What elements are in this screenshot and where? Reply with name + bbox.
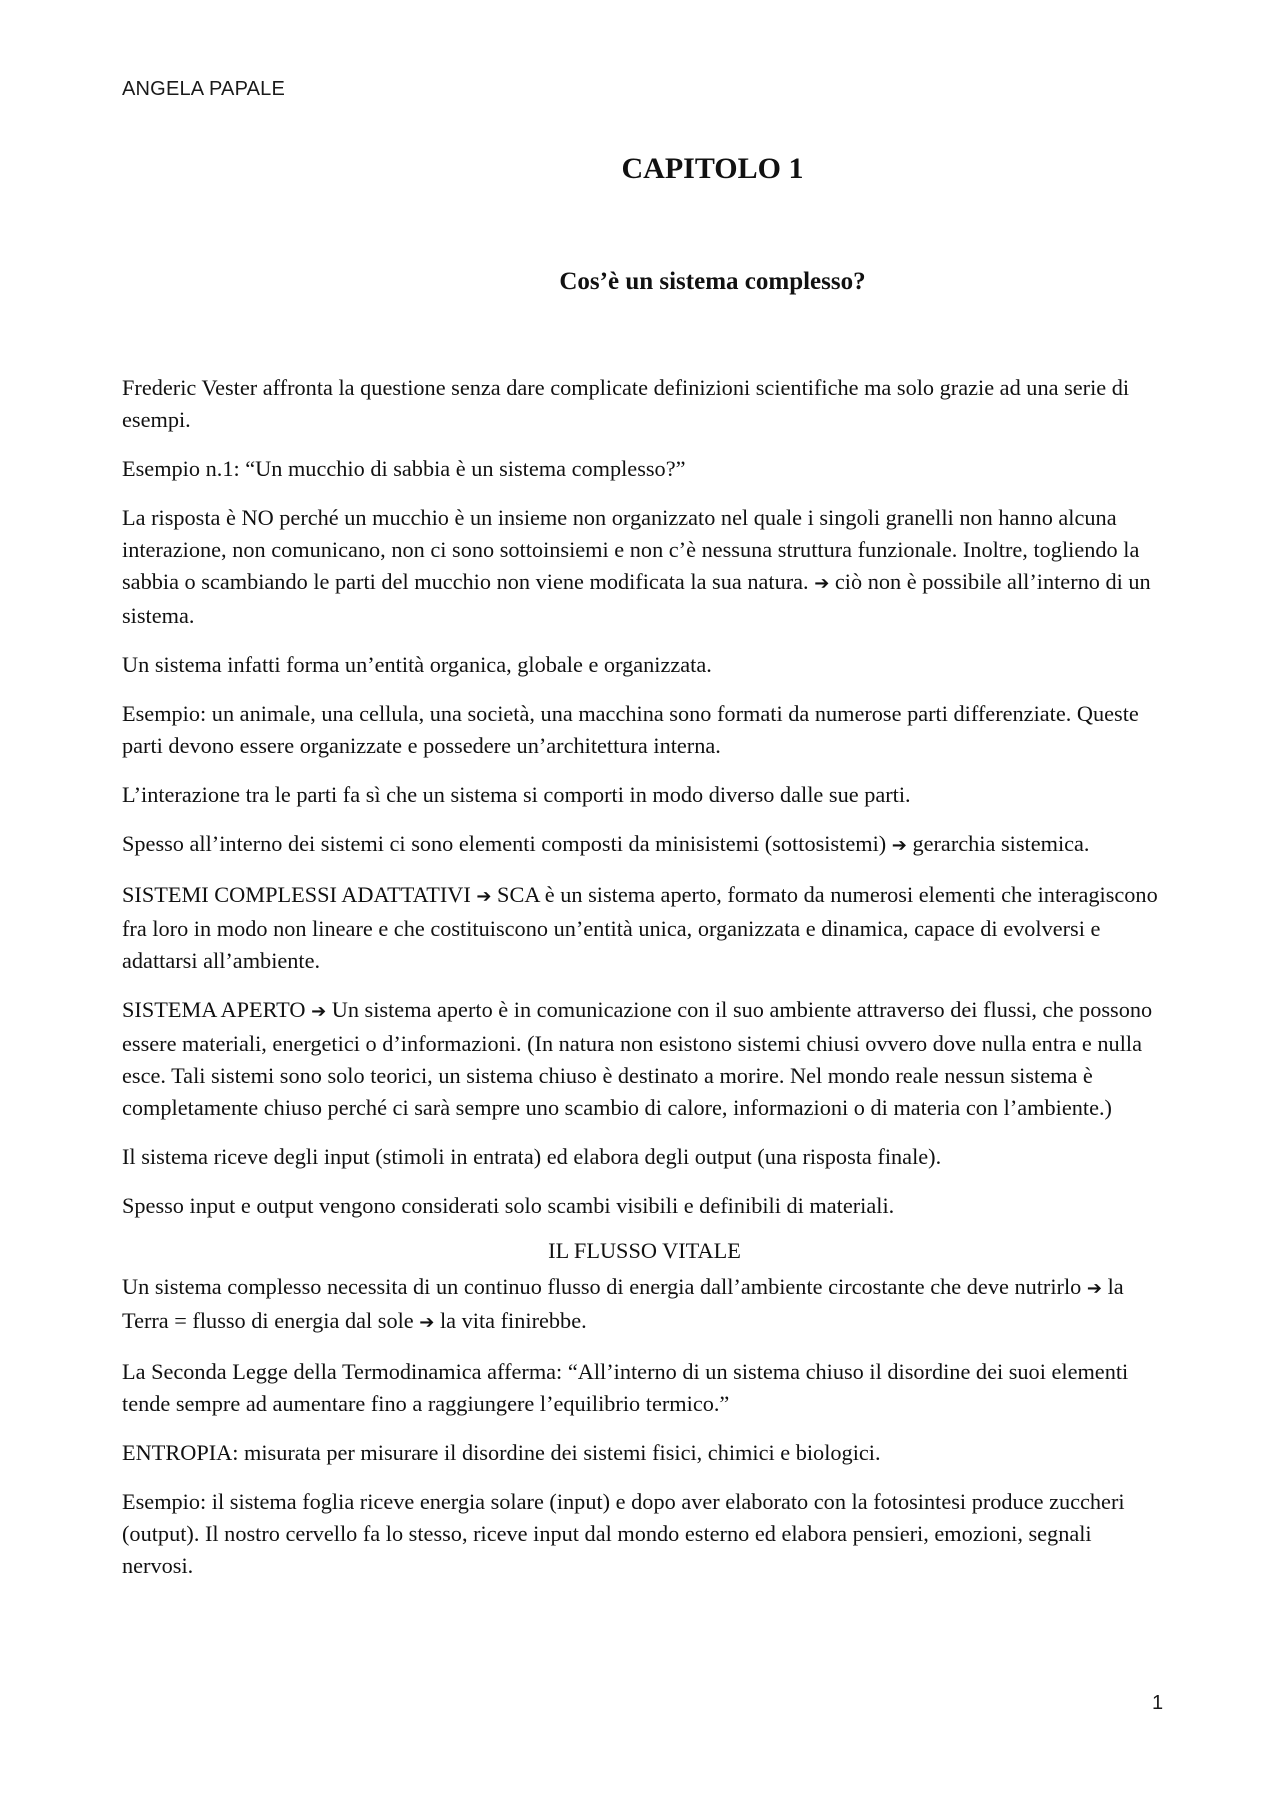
paragraph-text: ciò non è possibile all’interno di un sistema. (122, 569, 1151, 628)
paragraph-term: SISTEMI COMPLESSI ADATTATIVI (122, 882, 471, 907)
paragraph-leaf-example: Esempio: il sistema foglia riceve energia solare (input) e dopo aver elaborato con la fotosintesi produce zuccheri (output). Il nostro cervello fa lo stesso, riceve input dal mondo esterno ed elabora pensieri, emozioni, segnali nervosi. (122, 1489, 1125, 1578)
section-title: Cos’è un sistema complesso? (559, 268, 866, 295)
page-number: 1 (1152, 1692, 1164, 1714)
paragraph-example-animal: Esempio: un animale, una cellula, una società, una macchina sono formati da numerose parti differenziate. Queste parti devono essere organizzate e possedere un’architettura interna. (122, 701, 1139, 758)
paragraph-sand-answer (122, 502, 1167, 632)
paragraph-text: la vita finirebbe. (439, 1308, 587, 1333)
heading-flusso-vitale: IL FLUSSO VITALE (548, 1238, 741, 1263)
arrow-right-icon: ➔ (419, 1312, 435, 1333)
paragraph-example-1: Esempio n.1: “Un mucchio di sabbia è un sistema complesso?” (122, 456, 686, 481)
paragraph-subsystems (122, 828, 1167, 862)
paragraph-exchanges: Spesso input e output vengono considerati solo scambi visibili e definibili di materiali. (122, 1193, 895, 1218)
page-header-author: ANGELA PAPALE (122, 78, 286, 100)
paragraph-text: gerarchia sistemica. (912, 831, 1090, 856)
paragraph-sca (122, 879, 1167, 977)
paragraph-intro: Frederic Vester affronta la questione senza dare complicate definizioni scientifiche ma solo grazie ad una serie di esempi. (122, 375, 1130, 432)
paragraph-input-output: Il sistema riceve degli input (stimoli in entrata) ed elabora degli output (una risposta finale). (122, 1144, 942, 1169)
paragraph-thermodynamics: La Seconda Legge della Termodinamica afferma: “All’interno di un sistema chiuso il disordine dei suoi elementi tende sempre ad aumentare fino a raggiungere l’equilibrio termico.” (122, 1359, 1129, 1416)
paragraph-text: La risposta è NO perché un mucchio è un insieme non organizzato nel quale i singoli granelli non hanno alcuna interazione, non comunicano, non ci sono sottoinsiemi e non c’è nessuna struttura funzionale. Inoltre, togliendo la sabbia o scambiando le parti del mucchio non viene modificata la sua natura. (122, 505, 1140, 594)
arrow-right-icon: ➔ (476, 886, 492, 907)
paragraph-system-definition: Un sistema infatti forma un’entità organica, globale e organizzata. (122, 652, 712, 677)
paragraph-entropy: ENTROPIA: misurata per misurare il disordine dei sistemi fisici, chimici e biologici. (122, 1440, 881, 1465)
paragraph-text: la Terra = flusso di energia dal sole (122, 1274, 1124, 1333)
paragraph-open-system (122, 994, 1167, 1124)
paragraph-energy-flow (122, 1271, 1167, 1339)
arrow-right-icon: ➔ (814, 573, 830, 594)
document-body (122, 372, 1167, 1599)
arrow-right-icon: ➔ (311, 1001, 327, 1022)
paragraph-term: SISTEMA APERTO (122, 997, 306, 1022)
paragraph-text: Spesso all’interno dei sistemi ci sono elementi composti da minisistemi (sottosistemi) (122, 831, 887, 856)
paragraph-text: SCA è un sistema aperto, formato da numerosi elementi che interagiscono fra loro in modo non lineare e che costituiscono un’entità unica, organizzata e dinamica, capace di evolversi e adattarsi all’ambiente. (122, 882, 1158, 973)
paragraph-interaction: L’interazione tra le parti fa sì che un sistema si comporti in modo diverso dalle sue parti. (122, 782, 911, 807)
arrow-right-icon: ➔ (891, 835, 907, 856)
paragraph-text: Un sistema aperto è in comunicazione con il suo ambiente attraverso dei flussi, che possono essere materiali, energetici o d’informazioni. (In natura non esistono sistemi chiusi ovvero dove nulla entra e nulla esce. Tali sistemi sono solo teorici, un sistema chiuso è destinato a morire. Nel mondo reale nessun sistema è completamente chiuso perché ci sarà sempre uno scambio di calore, informazioni o di materia con l’ambiente.) (122, 997, 1153, 1120)
chapter-title: CAPITOLO 1 (621, 152, 804, 185)
paragraph-text: Un sistema complesso necessita di un continuo flusso di energia dall’ambiente circostante che deve nutrirlo (122, 1274, 1082, 1299)
arrow-right-icon: ➔ (1086, 1278, 1102, 1299)
